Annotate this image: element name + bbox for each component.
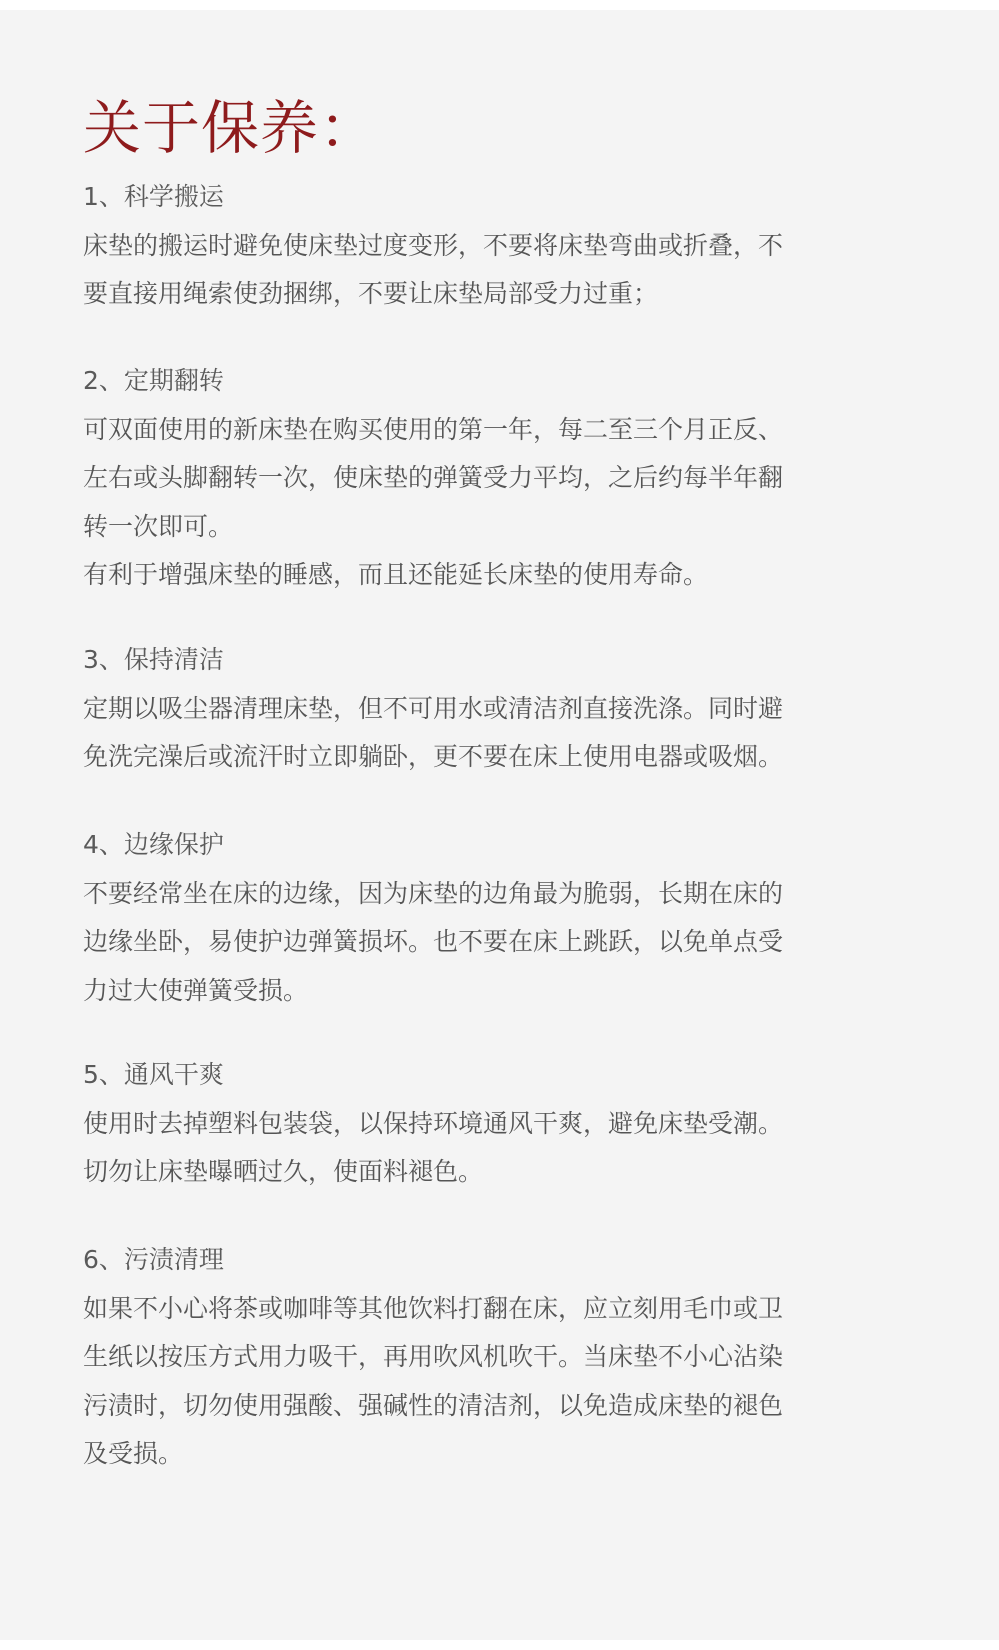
page-title: 关于保养： xyxy=(83,94,379,162)
section-heading: 3、保持清洁 xyxy=(83,645,224,674)
section-line: 床垫的搬运时避免使床垫过度变形，不要将床垫弯曲或折叠，不 xyxy=(83,230,784,260)
section-line: 边缘坐卧，易使护边弹簧损坏。也不要在床上跳跃，以免单点受 xyxy=(83,927,784,956)
section-flipping xyxy=(83,357,893,600)
section-heading: 2、定期翻转 xyxy=(83,366,224,395)
section-line: 定期以吸尘器清理床垫，但不可用水或清洁剂直接洗涤。同时避 xyxy=(83,693,784,723)
section-line: 生纸以按压方式用力吸干，再用吹风机吹干。当床垫不小心沾染 xyxy=(83,1342,784,1371)
section-line: 污渍时，切勿使用强酸、强碱性的清洁剂，以免造成床垫的褪色 xyxy=(83,1390,784,1420)
section-line: 左右或头脚翻转一次，使床垫的弹簧受力平均，之后约每半年翻 xyxy=(83,463,784,492)
section-heading: 5、通风干爽 xyxy=(83,1060,224,1089)
section-heading: 4、边缘保护 xyxy=(83,830,224,859)
section-moving xyxy=(83,173,893,319)
section-line: 如果不小心将茶或咖啡等其他饮料打翻在床，应立刻用毛巾或卫 xyxy=(83,1293,784,1323)
section-line: 力过大使弹簧受损。 xyxy=(83,975,309,1005)
page-panel xyxy=(0,10,999,1640)
section-cleaning xyxy=(83,636,893,782)
section-line: 转一次即可。 xyxy=(83,511,234,541)
section-stain-cleaning xyxy=(83,1236,893,1479)
section-line: 及受损。 xyxy=(83,1439,184,1468)
section-ventilation xyxy=(83,1051,893,1197)
section-line: 免洗完澡后或流汗时立即躺卧，更不要在床上使用电器或吸烟。 xyxy=(83,742,784,771)
section-line: 不要经常坐在床的边缘，因为床垫的边角最为脆弱，长期在床的 xyxy=(83,878,784,908)
section-line: 切勿让床垫曝晒过久，使面料褪色。 xyxy=(83,1157,484,1186)
section-edge-protection xyxy=(83,821,893,1015)
section-line: 有利于增强床垫的睡感，而且还能延长床垫的使用寿命。 xyxy=(83,560,709,589)
section-line: 要直接用绳索使劲捆绑，不要让床垫局部受力过重； xyxy=(83,279,659,308)
section-heading: 6、污渍清理 xyxy=(83,1245,224,1274)
section-heading: 1、科学搬运 xyxy=(83,182,224,211)
section-line: 使用时去掉塑料包装袋，以保持环境通风干爽，避免床垫受潮。 xyxy=(83,1108,784,1138)
section-line: 可双面使用的新床垫在购买使用的第一年，每二至三个月正反、 xyxy=(83,414,784,444)
